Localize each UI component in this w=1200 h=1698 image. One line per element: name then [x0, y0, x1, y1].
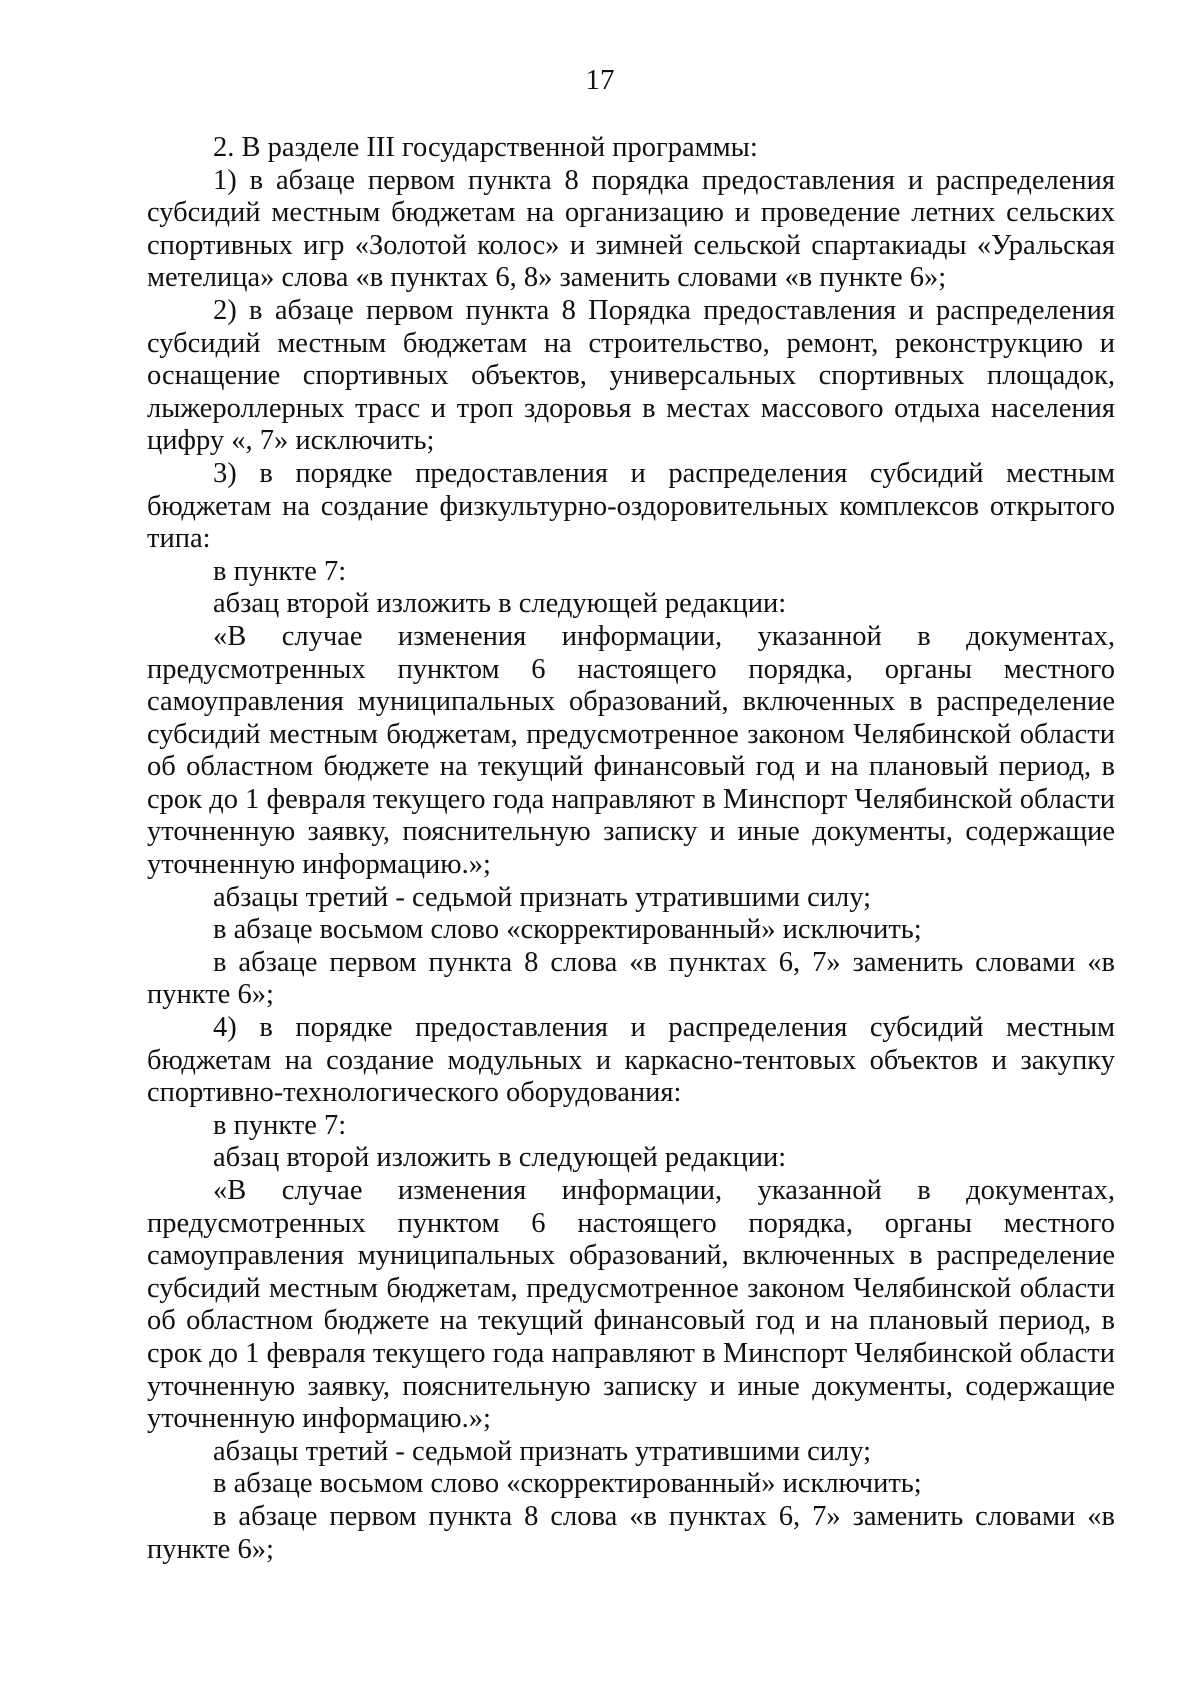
- paragraph-repeal: абзацы третий - седьмой признать утратившими силу;: [213, 1435, 872, 1467]
- paragraph-replace-words: в абзаце первом пункта 8 слова «в пунктах 6, 7» заменить словами «в пункте 6»;: [147, 1500, 1115, 1565]
- paragraph-second-abzac: абзац второй изложить в следующей редакции:: [213, 1142, 787, 1174]
- paragraph-item-2: 2) в абзаце первом пункта 8 Порядка предоставления и распределения субсидий местным бюджетам на строительство, ремонт, реконструкцию и оснащение спортивных объектов, универсальных спортивных площадок, лыжероллерных трасс и троп здоровья в местах массового отдыха населения цифру «, 7» исключить;: [147, 294, 1115, 457]
- page-number: 17: [585, 64, 615, 96]
- document-body: [147, 132, 1115, 1566]
- paragraph-second-abzac: абзац второй изложить в следующей редакции:: [213, 588, 787, 620]
- section-heading: 2. В разделе III государственной программы:: [213, 132, 758, 163]
- paragraph-item-1: 1) в абзаце первом пункта 8 порядка предоставления и распределения субсидий местным бюджетам на организацию и проведение летних сельских спортивных игр «Золотой колос» и зимней сельской спартакиады «Уральская метелица» слова «в пунктах 6, 8» заменить словами «в пункте 6»;: [147, 164, 1115, 294]
- paragraph-exclude-word: в абзаце восьмом слово «скорректированный» исключить;: [213, 1468, 922, 1500]
- paragraph-new-wording: «В случае изменения информации, указанной в документах, предусмотренных пунктом 6 настоящего порядка, органы местного самоуправления муниципальных образований, включенных в распределение субсидий местным бюджетам, предусмотренное законом Челябинской области об областном бюджете на текущий финансовый год и на плановый период, в срок до 1 февраля текущего года направляют в Минспорт Челябинской области уточненную заявку, пояснительную записку и иные документы, содержащие уточненную информацию.»;: [147, 620, 1115, 881]
- paragraph-repeal: абзацы третий - седьмой признать утратившими силу;: [213, 881, 872, 913]
- paragraph-exclude-word: в абзаце восьмом слово «скорректированный» исключить;: [213, 914, 922, 946]
- paragraph-clause-7: в пункте 7:: [213, 555, 347, 587]
- paragraph-item-3: 3) в порядке предоставления и распределения субсидий местным бюджетам на создание физкультурно-оздоровительных комплексов открытого типа:: [147, 457, 1115, 555]
- paragraph-item-4: 4) в порядке предоставления и распределения субсидий местным бюджетам на создание модульных и каркасно-тентовых объектов и закупку спортивно-технологического оборудования:: [147, 1012, 1115, 1109]
- paragraph-replace-words: в абзаце первом пункта 8 слова «в пунктах 6, 7» заменить словами «в пункте 6»;: [147, 946, 1115, 1011]
- paragraph-new-wording: «В случае изменения информации, указанной в документах, предусмотренных пунктом 6 настоящего порядка, органы местного самоуправления муниципальных образований, включенных в распределение субсидий местным бюджетам, предусмотренное законом Челябинской области об областном бюджете на текущий финансовый год и на плановый период, в срок до 1 февраля текущего года направляют в Минспорт Челябинской области уточненную заявку, пояснительную записку и иные документы, содержащие уточненную информацию.»;: [147, 1175, 1115, 1435]
- paragraph-clause-7: в пункте 7:: [213, 1109, 347, 1141]
